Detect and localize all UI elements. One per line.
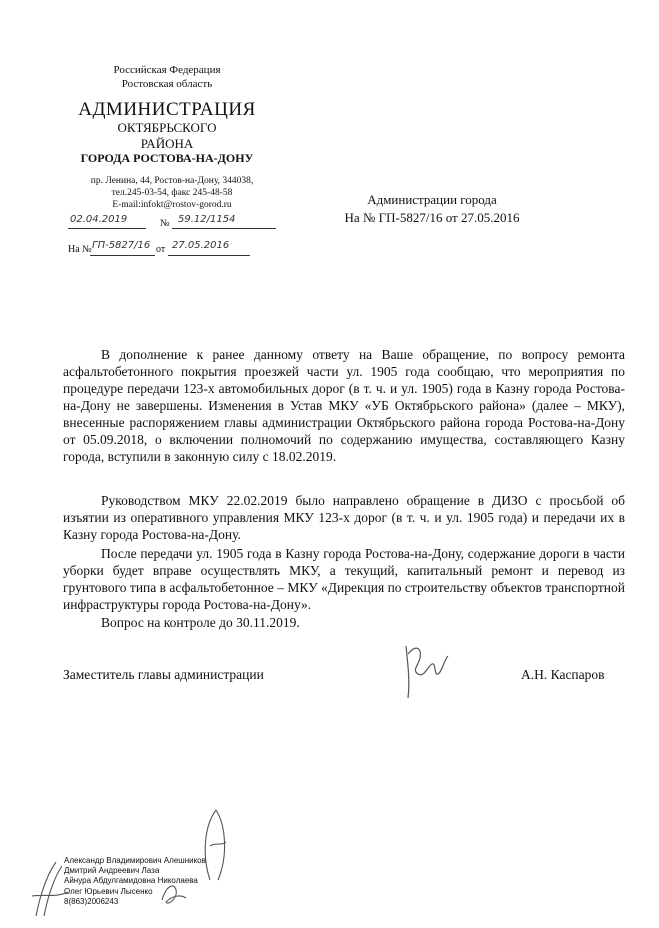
header-admin-title: АДМИНИСТРАЦИЯ bbox=[78, 99, 256, 120]
executors-list bbox=[64, 856, 206, 907]
recipient-line1: Администрации города bbox=[367, 192, 497, 207]
reply-date: 27.05.2016 bbox=[172, 240, 230, 251]
signatory-name: А.Н. Каспаров bbox=[521, 667, 605, 682]
signatory-title: Заместитель главы администрации bbox=[63, 667, 264, 682]
executor-phone: 8(863)2006243 bbox=[64, 896, 119, 906]
body-paragraph-4: Вопрос на контроле до 30.11.2019. bbox=[101, 615, 300, 630]
header-district-line2: РАЙОНА bbox=[140, 136, 194, 151]
header-region: Ростовская область bbox=[121, 78, 213, 90]
header-city: ГОРОДА РОСТОВА-НА-ДОНУ bbox=[80, 151, 254, 165]
handwritten-signature bbox=[398, 636, 458, 704]
recipient-line2: На № ГП-5827/16 от 27.05.2016 bbox=[344, 210, 520, 226]
header-address: пр. Ленина, 44, Ростов-на-Дону, 344038, bbox=[90, 176, 254, 186]
reply-number: ГП-5827/16 bbox=[92, 240, 151, 251]
executor-name: Александр Владимирович Алешников bbox=[64, 856, 206, 865]
body-paragraph-1: В дополнение к ранее данному ответу на Ваше обращение, по вопросу ремонта асфальтобетонного покрытия проезжей части ул. 1905 года сообщаю, что мероприятия по процедуре передачи 123-х автомобильных дорог (в т. ч. и ул. 1905) года в Казну города Ростова-на-Дону не завершены. Изменения в Устав МКУ «УБ Октябрьского района» (далее – МКУ), внесенные распоряжением главы администрации Октябрьского района города Ростова-на-Дону от 05.09.2018, о включении полномочий по содержанию имущества, составляющего Казну города, вступили в законную силу с 18.02.2019. bbox=[63, 347, 625, 464]
reg-number: 59.12/1154 bbox=[178, 214, 236, 225]
reg-date-underline bbox=[68, 228, 146, 229]
header-phone: тел.245-03-54, факс 245-48-58 bbox=[111, 188, 233, 198]
reg-number-label: № bbox=[160, 218, 170, 229]
reply-number-underline bbox=[90, 255, 155, 256]
header-country: Российская Федерация bbox=[113, 64, 221, 76]
reg-date: 02.04.2019 bbox=[70, 214, 128, 225]
executor-name: Айнура Абдулгамидовна Николаева bbox=[64, 876, 198, 886]
header-district-line1: ОКТЯБРЬСКОГО bbox=[117, 120, 217, 135]
reply-date-underline bbox=[168, 255, 250, 256]
executor-name: Олег Юрьевич Лысенко bbox=[64, 886, 153, 896]
reply-number-label: На № bbox=[68, 244, 92, 255]
body-paragraph-3: После передачи ул. 1905 года в Казну города Ростова-на-Дону, содержание дороги в части уборки будет вправе осуществлять МКУ, а текущий, капитальный ремонт и перевод из грунтового типа в асфальтобетонное – МКУ «Дирекция по строительству объектов транспортной инфраструктуры города Ростова-на-Дону». bbox=[63, 546, 625, 612]
reg-number-underline bbox=[172, 228, 276, 229]
recipient-block bbox=[322, 191, 542, 227]
header-email: E-mail:infokt@rostov-gorod.ru bbox=[112, 200, 232, 210]
body-paragraph-2: Руководством МКУ 22.02.2019 было направлено обращение в ДИЗО с просьбой об изъятии из оперативного управления МКУ 123-х дорог (в т. ч. и ул. 1905 года) и передачи их в Казну города Ростова-на-Дону. bbox=[63, 493, 625, 542]
executor-name: Дмитрий Андреевич Лаза bbox=[64, 866, 160, 876]
reply-from-label: от bbox=[156, 244, 166, 255]
